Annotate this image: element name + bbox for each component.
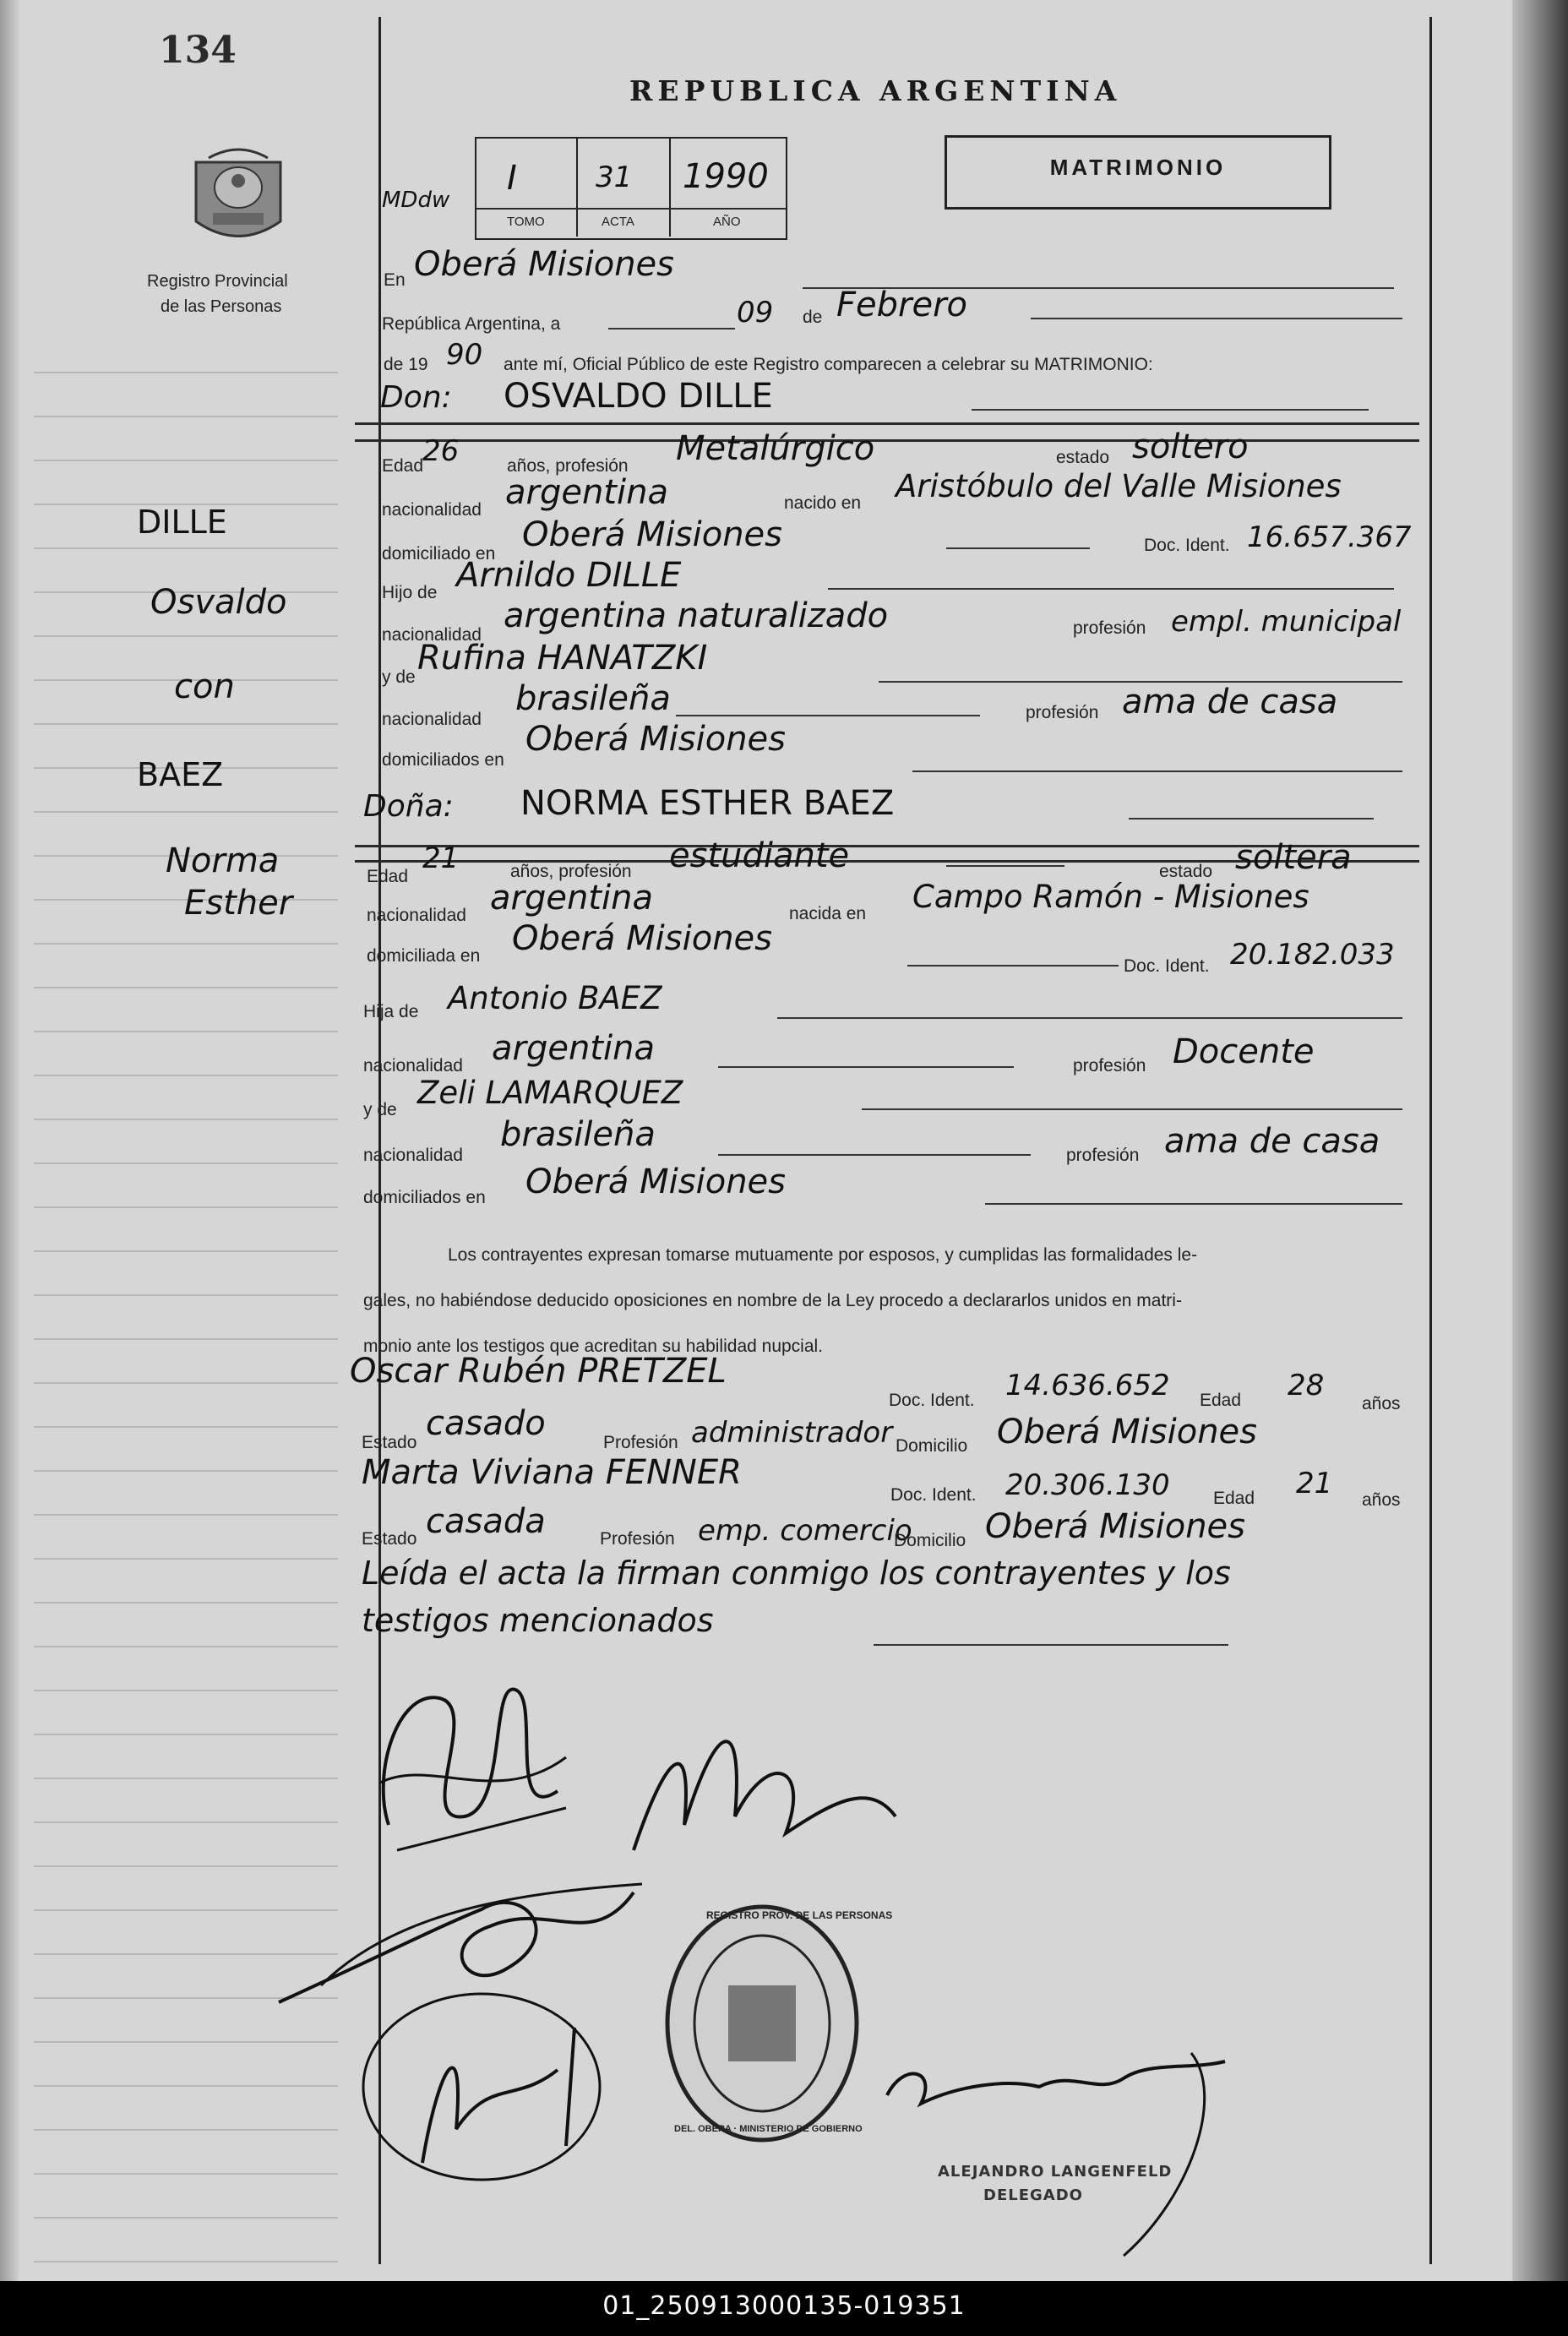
witness1-name: Oscar Rubén PRETZEL (350, 1352, 727, 1391)
official-stamp-line1: ALEJANDRO LANGENFELD (938, 2163, 1173, 2181)
month-value: Febrero (836, 286, 967, 324)
groom-madre-nac-label: nacionalidad (382, 710, 482, 729)
witness1-estado: casado (426, 1404, 546, 1443)
margin-rule-line (34, 2085, 338, 2087)
groom-name-line (972, 409, 1369, 411)
margin-rule-line (34, 1426, 338, 1428)
witness1-estado-label: Estado (362, 1433, 417, 1452)
bride-madre-prof: ama de casa (1164, 1122, 1380, 1161)
bride-padres-dom-line (985, 1203, 1402, 1205)
bride-padre-prof: Docente (1173, 1032, 1315, 1071)
margin-rule-line (34, 2041, 338, 2043)
handwritten-annotation: MDdw (382, 188, 450, 213)
bride-prof-line (946, 865, 1064, 867)
bride-nacionalidad: argentina (490, 879, 653, 918)
year-prefix: de 19 (384, 355, 428, 374)
witness2-doc: 20.306.130 (1005, 1468, 1170, 1502)
witness2-edad: 21 (1296, 1467, 1333, 1500)
margin-rule-line (34, 1163, 338, 1164)
margin-rule-line (34, 416, 338, 417)
groom-name: OSVALDO DILLE (504, 377, 773, 416)
margin-rule-line (34, 547, 338, 549)
groom-separator-top (355, 422, 1419, 425)
groom-doc: 16.657.367 (1247, 520, 1412, 554)
table-divider-1 (576, 139, 578, 237)
bride-padre-nac: argentina (492, 1029, 655, 1068)
en-label: En (384, 270, 406, 290)
groom-madre-nac: brasileña (515, 679, 671, 718)
margin-rule-line (34, 2261, 338, 2262)
margin-rule-line (34, 1558, 338, 1560)
bride-padre-prof-label: profesión (1073, 1056, 1146, 1075)
bride-doc: 20.182.033 (1230, 938, 1395, 972)
bride-domicilio: Oberá Misiones (512, 919, 773, 958)
groom-profesion: Metalúrgico (676, 429, 875, 468)
declaration-line1: Los contrayentes expresan tomarse mutuamente por esposos, y cumplidas las formalidades le- (448, 1245, 1198, 1265)
bride-estado-label: estado (1159, 862, 1213, 881)
witness2-name: Marta Viviana FENNER (362, 1453, 742, 1492)
witness1-profesion: administrador (691, 1416, 893, 1450)
bride-estado: soltera (1235, 838, 1352, 877)
margin-surname-groom: DILLE (137, 504, 227, 541)
bride-anos-prof: años, profesión (510, 862, 632, 881)
margin-rule-line (34, 1646, 338, 1647)
margin-rule-line (34, 635, 338, 637)
margin-rule-line (34, 1338, 338, 1340)
bride-hija-label: Hija de (363, 1002, 419, 1021)
margin-rule-line (34, 2173, 338, 2175)
margin-rule-line (34, 1206, 338, 1208)
registry-round-stamp (661, 1901, 863, 2146)
witness2-anos-label: años (1362, 1490, 1401, 1510)
anio-label: AÑO (713, 215, 741, 229)
signature-witness2 (346, 1977, 625, 2197)
tomo-label: TOMO (507, 215, 545, 229)
groom-edad: 26 (422, 434, 460, 468)
registry-name-line2: de las Personas (161, 297, 282, 316)
margin-rule-line (34, 2129, 338, 2131)
bride-madre: Zeli LAMARQUEZ (417, 1075, 683, 1111)
groom-padres-dom-line (912, 770, 1402, 772)
bride-name: NORMA ESTHER BAEZ (520, 784, 895, 823)
witness1-edad-label: Edad (1200, 1391, 1242, 1410)
bride-name-line (1129, 818, 1374, 820)
page-number: 134 (159, 29, 237, 72)
right-page-edge (1512, 0, 1568, 2281)
groom-dom-label: domiciliado en (382, 544, 496, 564)
groom-padre: Arnildo DILLE (456, 556, 682, 595)
closing-line2: testigos mencionados (362, 1602, 714, 1639)
witness2-estado-label: Estado (362, 1529, 417, 1549)
groom-estado-label: estado (1056, 448, 1110, 467)
groom-nac-label: nacionalidad (382, 500, 482, 520)
groom-hijo-label: Hijo de (382, 583, 438, 602)
bride-padres-dom: Oberá Misiones (525, 1163, 787, 1201)
witness1-doc: 14.636.652 (1005, 1369, 1170, 1402)
bride-madre-line (862, 1108, 1402, 1110)
signature-bride (617, 1698, 912, 1876)
bride-madre-nac-line (718, 1154, 1031, 1156)
bride-nacida-label: nacida en (789, 904, 867, 923)
witness2-doc-label: Doc. Ident. (890, 1485, 977, 1505)
acta-value: 31 (596, 161, 633, 194)
de-label-1: de (803, 308, 823, 327)
bride-yde-label: y de (363, 1100, 397, 1119)
acta-label: ACTA (602, 215, 634, 229)
margin-rule-line (34, 1119, 338, 1120)
margin-rule-line (34, 1250, 338, 1252)
margin-rule-line (34, 987, 338, 988)
closing-line1: Leída el acta la firman conmigo los contrayentes y los (362, 1555, 1231, 1592)
bride-dom-label: domiciliada en (367, 946, 481, 966)
margin-rule-line (34, 1514, 338, 1516)
bride-profesion: estudiante (669, 836, 850, 875)
country-heading: REPUBLICA ARGENTINA (629, 74, 1122, 107)
anio-value: 1990 (683, 157, 769, 196)
margin-rule-line (34, 943, 338, 945)
don-label: Don: (380, 380, 452, 415)
margin-name-bride-1: Norma (166, 841, 280, 880)
year-hand: 90 (446, 338, 483, 372)
groom-padre-prof: empl. municipal (1171, 605, 1402, 639)
groom-madre: Rufina HANATZKI (417, 639, 708, 678)
margin-rule-line (34, 2217, 338, 2219)
groom-padre-nac: argentina naturalizado (504, 596, 889, 635)
groom-doms-label: domiciliados en (382, 750, 504, 770)
bride-madre-nac: brasileña (500, 1115, 656, 1154)
margin-rule-line (34, 460, 338, 461)
registry-stamp-text: REGISTRO PROV. DE LAS PERSONAS (706, 1909, 893, 1921)
bride-doc-label: Doc. Ident. (1124, 956, 1210, 976)
groom-madre-prof-label: profesión (1026, 703, 1099, 722)
signature-official (870, 2045, 1343, 2264)
groom-anos-prof: años, profesión (507, 456, 629, 476)
day-value: 09 (737, 296, 774, 329)
margin-name-bride-2: Esther (184, 884, 293, 923)
groom-dom-line (946, 547, 1090, 549)
ante-text: ante mí, Oficial Público de este Registro comparecen a celebrar su MATRIMONIO: (504, 355, 1153, 374)
groom-edad-label: Edad (382, 456, 424, 476)
groom-padre-line (828, 588, 1394, 590)
declaration-line2: gales, no habiéndose deducido oposiciones en nombre de la Ley procedo a declararlos unidos en matri- (363, 1291, 1182, 1310)
registry-stamp-inner-text: DEL. OBERA · MINISTERIO DE GOBIERNO (674, 2124, 863, 2134)
groom-nacido-label: nacido en (784, 493, 862, 513)
groom-madre-nac-line (676, 715, 980, 716)
margin-rule-line (34, 372, 338, 373)
record-type-label: MATRIMONIO (1049, 155, 1227, 180)
groom-separator-bottom (355, 439, 1419, 442)
groom-padre-nac-label: nacionalidad (382, 625, 482, 645)
groom-yde-label: y de (382, 667, 416, 687)
signature-groom (363, 1656, 583, 1876)
bride-padre-line (777, 1017, 1402, 1019)
witness2-domicilio: Oberá Misiones (985, 1507, 1246, 1546)
groom-nacido: Aristóbulo del Valle Misiones (896, 468, 1342, 504)
witness2-estado: casada (426, 1502, 546, 1541)
groom-nacionalidad: argentina (505, 473, 668, 512)
margin-rule-line (34, 723, 338, 725)
bride-nac-label: nacionalidad (367, 906, 466, 925)
place-value: Oberá Misiones (414, 245, 675, 284)
bride-madre-prof-label: profesión (1066, 1146, 1140, 1165)
bride-padre-nac-label: nacionalidad (363, 1056, 463, 1075)
margin-rule-line (34, 1602, 338, 1604)
frame-line-right (1429, 17, 1432, 2264)
groom-padre-prof-label: profesión (1073, 618, 1146, 638)
republica-label: República Argentina, a (382, 314, 561, 334)
scan-footer-code: 01_250913000135-019351 (602, 2291, 966, 2321)
bride-edad-label: Edad (367, 867, 409, 886)
bride-nacida: Campo Ramón - Misiones (912, 879, 1309, 915)
declaration-line3: monio ante los testigos que acreditan su habilidad nupcial. (363, 1337, 824, 1356)
registry-name-line1: Registro Provincial (147, 272, 288, 291)
bride-padre-nac-line (718, 1066, 1014, 1068)
dona-label: Doña: (363, 789, 454, 824)
witness1-prof-label: Profesión (603, 1433, 678, 1452)
left-page-edge (0, 0, 19, 2281)
margin-rule-line (34, 1470, 338, 1472)
bride-doms-label: domiciliados en (363, 1188, 486, 1207)
margin-rule-line (34, 1031, 338, 1032)
witness2-edad-label: Edad (1213, 1489, 1255, 1508)
bride-edad: 21 (422, 841, 460, 875)
closing-line (874, 1644, 1228, 1646)
month-line (1031, 318, 1402, 319)
margin-rule-line (34, 1690, 338, 1691)
margin-surname-bride: BAEZ (137, 756, 224, 793)
groom-estado: soltero (1132, 427, 1249, 466)
groom-padres-dom: Oberá Misiones (525, 720, 787, 759)
groom-madre-prof: ama de casa (1122, 683, 1338, 721)
bride-padre: Antonio BAEZ (448, 980, 662, 1016)
witness2-dom-label: Domicilio (894, 1531, 966, 1550)
witness2-profesion: emp. comercio (698, 1514, 912, 1548)
witness1-doc-label: Doc. Ident. (889, 1391, 975, 1410)
margin-rule-line (34, 1821, 338, 1823)
bride-madre-nac-label: nacionalidad (363, 1146, 463, 1165)
groom-doc-label: Doc. Ident. (1144, 536, 1230, 555)
bride-dom-line (907, 965, 1119, 967)
margin-name-groom: Osvaldo (150, 583, 287, 622)
table-label-rule (476, 208, 786, 210)
witness1-edad: 28 (1288, 1369, 1325, 1402)
margin-rule-line (34, 811, 338, 813)
day-line (608, 328, 735, 329)
margin-rule-line (34, 1734, 338, 1735)
groom-domicilio: Oberá Misiones (522, 515, 783, 554)
margin-con: con (174, 667, 235, 706)
margin-rule-line (34, 1294, 338, 1296)
tomo-value: I (507, 159, 517, 198)
witness2-prof-label: Profesión (600, 1529, 675, 1549)
margin-rule-line (34, 1382, 338, 1384)
margin-rule-line (34, 1778, 338, 1779)
registry-emblem (188, 145, 289, 255)
table-divider-2 (669, 139, 671, 237)
margin-rule-line (34, 1075, 338, 1076)
official-stamp-line2: DELEGADO (983, 2186, 1083, 2204)
witness1-anos-label: años (1362, 1394, 1401, 1413)
witness1-domicilio: Oberá Misiones (997, 1413, 1258, 1451)
witness1-dom-label: Domicilio (896, 1436, 968, 1456)
